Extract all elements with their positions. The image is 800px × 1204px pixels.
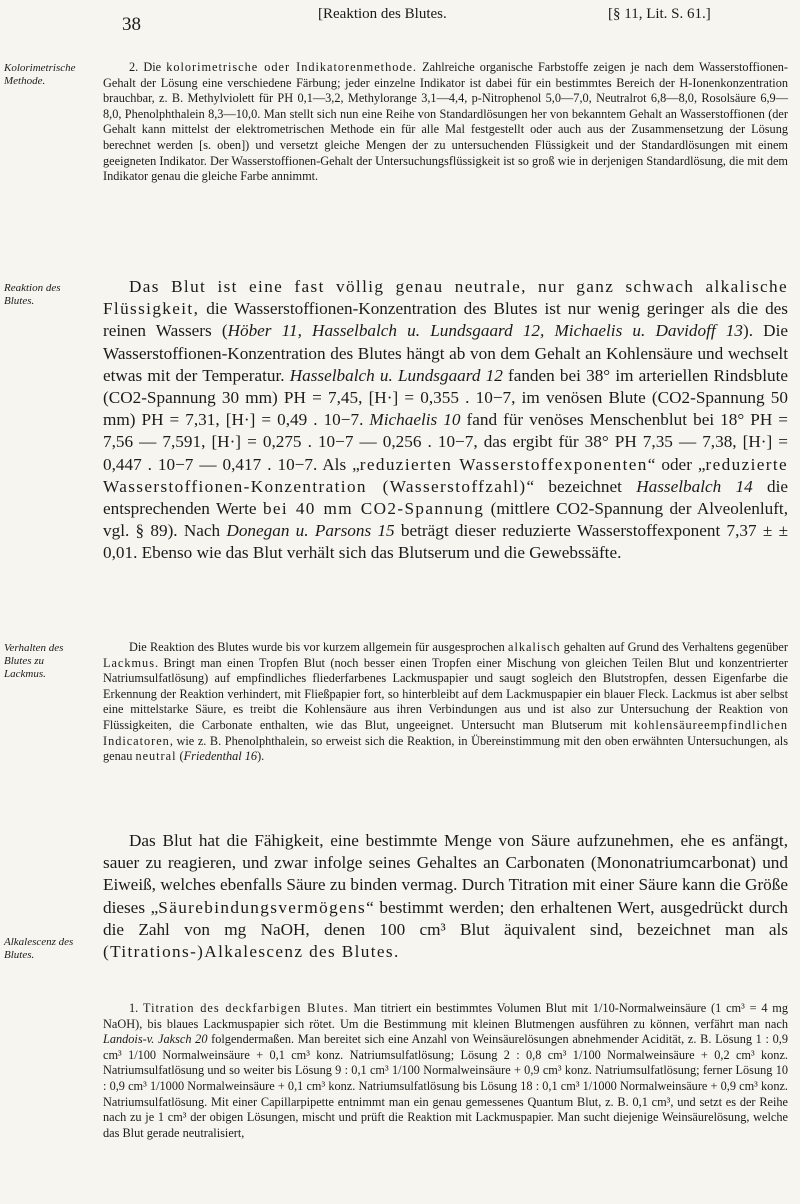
term: reduzierten Wasserstoffexponenten: [359, 454, 648, 474]
paragraph-lead: 2. Die: [129, 60, 167, 74]
text-run: Man titriert ein bestimmtes Volumen Blut mit 1/10-Normalweinsäure (1 cm³ = 4 mg NaOH), bis blaues Lackmuspapier sich rötet. Um die Bestimmung mit kleinen Blutmengen ausführen zu können, verfährt man nach: [103, 1001, 788, 1031]
citation: Friedenthal 16: [183, 749, 258, 764]
text-run: Die Reaktion des Blutes wurde bis vor kurzem allgemein für ausgesprochen: [129, 640, 509, 654]
running-title: [Reaktion des Blutes.: [318, 6, 447, 22]
text-run: fand für venöses Menschenblut bei 18° PH = 7,56 — 7,591, [H·] = 0,275 . 10−7 — 0,256 . 10−7, das ergibt für 38° PH 7,35 — 7,38, [H·] = 0,447 . 10−7 — 0,417 . 10−7. Als „: [103, 410, 788, 474]
citation: Landois-v. Jaksch 20: [103, 1032, 208, 1047]
key-statement: Das Blut ist eine fast völlig genau neutrale, nur ganz schwach alkalische Flüssigkeit,: [103, 277, 788, 319]
text-run: . Bringt man einen Tropfen Blut (noch besser einen Tropfen einer Mischung von gleichen Teilen Blut und konzentrierter Natriumsulfatlösung) auf empfindliches fliederfarbenes Lackmuspapier und saugt sogleich den Blutstropfen, dessen Eigenfarbe die Erkennung der Reaktion verhindert, mit Fließpapier fort, so hinterbleibt auf dem Lackmuspapier ein blauer Fleck. Lackmus ist aber selbst eine mittelstarke Säure, es treibt die Kohlensäure aus ihren Verbindungen aus und ist also zur Untersuchung der Reaktion von Flüssigkeiten, die Carbonate enthalten, wie das Blut, ungeeignet. Untersucht man Blutserum mit: [103, 655, 788, 732]
term: Lackmus: [103, 655, 155, 670]
term: kohlensäureempfindlichen Indicatoren: [103, 717, 788, 748]
section-reference: [§ 11, Lit. S. 61.]: [608, 6, 711, 22]
citation: Michaelis 10: [369, 410, 461, 430]
text-run: “ bezeichnet: [526, 476, 637, 496]
text-run: (: [176, 749, 184, 764]
term: Säurebindungsvermögens: [158, 897, 367, 917]
text-run: , wie z. B. Phenolphthalein, so erweist sich die Reaktion, in Übereinstimmung mit den oben erwähnten Untersuchungen, als genau: [103, 733, 788, 764]
page-number: 38: [122, 14, 141, 35]
text-run: ).: [257, 749, 265, 764]
text-run: beträgt dieser reduzierte Wasserstoffexponent 7,37 ± ± 0,01. Ebenso wie das Blut verhält sich das Blutserum und die Gewebssäfte.: [103, 521, 788, 563]
method-heading: Titration des deckfarbigen Blutes.: [143, 1001, 349, 1015]
citation: Höber 11, Hasselbalch u. Lundsgaard 12, Michaelis u. Davidoff 13: [227, 321, 743, 341]
term: (Titrations-)Alkalescenz des Blutes.: [103, 942, 400, 962]
text-run: ). Die Wasserstoffionen-Konzentration des Blutes hängt ab von dem Gehalt an Kohlensäure und wechselt etwas mit der Temperatur.: [103, 321, 788, 385]
margin-note-reaktion-des-blutes: Reaktion des Blutes.: [4, 282, 61, 307]
text-run: (mittlere CO2-Spannung der Alveolenluft, vgl. § 89). Nach: [103, 499, 789, 541]
text-run: “ oder „: [647, 454, 706, 474]
margin-note-alkalescenz: Alkalescenz des Blutes.: [4, 936, 74, 961]
citation: Hasselbalch 14: [636, 476, 753, 496]
paragraph-titration: [103, 1001, 788, 1141]
text-run: “ bestimmt werden; den erhaltenen Wert, ausgedrückt durch die Zahl von mg NaOH, denen 100 cm³ Blut äquivalent sind, bezeichnet man als: [103, 897, 788, 939]
paragraph-alkalescenz: [103, 830, 788, 963]
text-run: die entsprechenden Werte: [103, 476, 789, 519]
method-heading: kolorimetrische oder Indikatorenmethode.: [166, 60, 417, 74]
text-run: folgendermaßen. Man bereitet sich eine Anzahl von Weinsäurelösungen abnehmender Acidität, z. B. Lösung 1 : 0,9 cm³ 1/100 Normalweinsäure + 0,1 cm³ konz. Natriumsulfatlösung; Lösung 2 : 0,8 cm³ 1/100 Normalweinsäure + 0,2 cm³ konz. Natriumsulfatlösung und so weiter bis Lösung 9 : 0,1 cm³ 1/100 Normalweinsäure + 0,9 cm³ konz. Natriumsulfatlösung; ferner Lösung 10 : 0,9 cm³ 1/1000 Normalweinsäure + 0,1 cm³ konz. Natriumsulfatlösung bis Lösung 18 : 0,1 cm³ 1/1000 Normalweinsäure + 0,9 cm³ konz. Natriumsulfatlösung. Mit einer Capillarpipette entnimmt man ein genau gemessenes Quantum Blut, z. B. 0,1 cm³, und setzt es der Reihe nach zu je 1 cm³ der obigen Lösungen, mischt und prüft die Reaktion mit Lackmuspapier. Man sucht diejenige Weinsäurelösung, welche das Blut gerade neutralisiert,: [103, 1032, 788, 1140]
term: reduzierte Wasserstoffionen-Konzentration (Wasserstoffzahl): [103, 454, 788, 496]
paragraph-verhalten-lackmus: [103, 640, 788, 765]
term: alkalisch: [508, 640, 561, 654]
margin-note-verhalten-zu-lackmus: Verhalten des Blutes zu Lackmus.: [4, 642, 64, 680]
paragraph-reaktion-des-blutes: [103, 276, 788, 565]
citation: Donegan u. Parsons 15: [226, 521, 395, 541]
text-run: fanden bei 38° im arteriellen Rindsblute (CO2-Spannung 30 mm) PH = 7,45, [H·] = 0,355 . 10−7, im venösen Blute (CO2-Spannung 50 mm) PH = 7,31, [H·] = 0,49 . 10−7.: [103, 365, 788, 430]
paragraph-kolorimetrische-methode: [103, 60, 788, 185]
term: neutral: [135, 749, 177, 764]
term: bei 40 mm CO2-Spannung: [262, 499, 485, 519]
paragraph-body: Zahlreiche organische Farbstoffe zeigen je nach dem Wasserstoffionen-Gehalt der Lösung eine verschiedene Färbung; jeder einzelne Indikator ist dabei für ein bestimmtes Bereich der H-Ionenkonzentration brauchbar, z. B. Methylviolett für PH 0,1—3,2, Methylorange 3,1—4,4, p-Nitrophenol 5,0—7,0, Neutralrot 6,8—8,0, Rosolsäure 6,9—8,0, Phenolphthalein 8,3—10,0. Man stellt sich nun eine Reihe von Standardlösungen her von bekanntem Gehalt an Wasserstoffionen (der Gehalt kann mittelst der elektrometrischen Methode ein für alle Mal festgestellt oder auch aus der Zusammensetzung der Lösung berechnet werden [s. oben]) und versetzt gleiche Mengen der zu untersuchenden Flüssigkeit und der Standardlösungen mit einem geeigneten Indikator. Der Wasserstoffionen-Gehalt der Untersuchungsflüssigkeit ist so groß wie in derjenigen Standardlösung, die mit dem Indikator genau die gleiche Farbe annimmt.: [103, 60, 788, 184]
text-run: Das Blut hat die Fähigkeit, eine bestimmte Menge von Säure aufzunehmen, ehe es anfängt, sauer zu reagieren, und zwar infolge seines Gehaltes an Carbonaten (Mononatriumcarbonat) und Eiweiß, welches ebenfalls Säure zu binden vermag. Durch Titration mit einer Säure kann die Größe dieses „: [103, 831, 788, 917]
margin-note-kolorimetrische-methode: Kolorimetrische Methode.: [4, 62, 76, 87]
text-run: gehalten auf Grund des Verhaltens gegenüber: [560, 640, 788, 654]
text-run: 1.: [129, 1001, 144, 1015]
text-run: die Wasserstoffionen-Konzentration des Blutes ist nur wenig geringer als die des reinen Wassers (: [103, 299, 788, 341]
citation: Hasselbalch u. Lundsgaard 12: [289, 365, 503, 385]
